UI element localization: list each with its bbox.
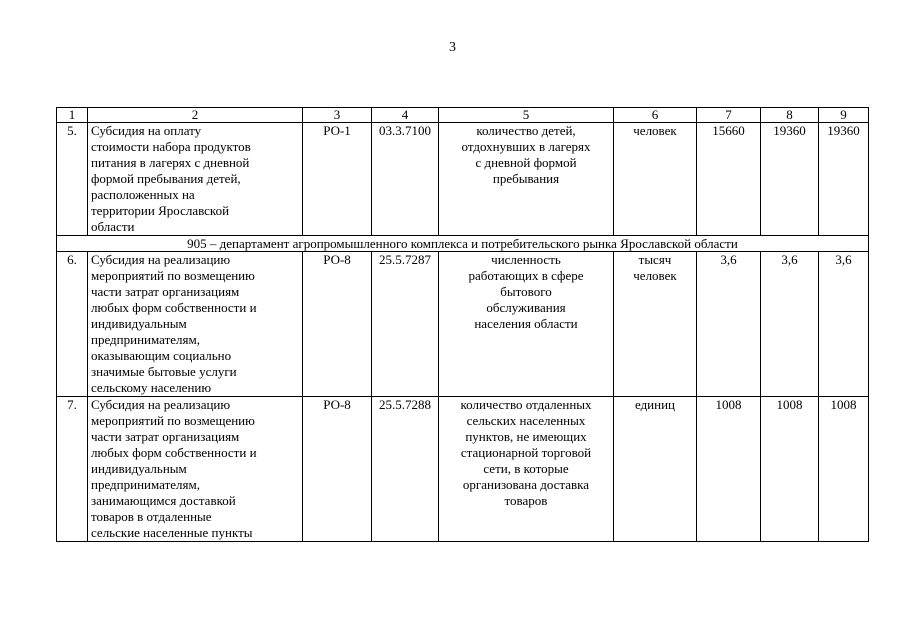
- unit-of-measure-line: человек: [633, 123, 677, 138]
- indicator-name-line: товаров: [504, 493, 548, 508]
- value-col-7: 1008: [697, 397, 761, 542]
- subsidy-name-line: предпринимателям,: [91, 332, 200, 347]
- subsidy-name-line: Субсидия на оплату: [91, 123, 202, 138]
- row-number: 5.: [57, 123, 88, 236]
- header-cell: 2: [88, 108, 303, 123]
- indicator-name: [439, 123, 614, 236]
- header-cell: 3: [303, 108, 372, 123]
- subsidy-name: [88, 123, 303, 236]
- table-row: [57, 123, 869, 236]
- value-col-8: 19360: [761, 123, 819, 236]
- indicator-name-line: работающих в сфере: [468, 268, 584, 283]
- indicator-name-line: организована доставка: [462, 477, 590, 492]
- header-cell: 1: [57, 108, 88, 123]
- unit-of-measure: [614, 397, 697, 542]
- indicator-name-line: пунктов, не имеющих: [465, 429, 587, 444]
- department-cell: 905 – департамент агропромышленного комплекса и потребительского рынка Ярославской области: [57, 236, 869, 252]
- row-number: 6.: [57, 252, 88, 397]
- indicator-name-line: сельских населенных: [466, 413, 586, 428]
- indicator-name: [439, 397, 614, 542]
- value-col-8: 1008: [761, 397, 819, 542]
- code-budget: 25.5.7287: [372, 252, 439, 397]
- header-cell: 6: [614, 108, 697, 123]
- code-budget: 25.5.7288: [372, 397, 439, 542]
- header-cell: 5: [439, 108, 614, 123]
- subsidy-name-line: части затрат организациям: [91, 429, 240, 444]
- page-number: 3: [449, 40, 456, 55]
- code-budget: 03.3.7100: [372, 123, 439, 236]
- row-number: 7.: [57, 397, 88, 542]
- subsidy-name-line: индивидуальным: [91, 461, 187, 476]
- subsidy-name-line: индивидуальным: [91, 316, 187, 331]
- header-row: [57, 108, 869, 123]
- header-cell: 8: [761, 108, 819, 123]
- subsidy-name: [88, 252, 303, 397]
- subsidy-name-line: питания в лагерях с дневной: [91, 155, 250, 170]
- table-row: [57, 252, 869, 397]
- table-row: [57, 397, 869, 542]
- indicator-name-line: количество отдаленных: [460, 397, 592, 412]
- indicator-name-line: численность: [491, 252, 561, 267]
- indicator-name-line: сети, в которые: [483, 461, 569, 476]
- subsidy-name-line: расположенных на: [91, 187, 195, 202]
- header-cell: 9: [819, 108, 869, 123]
- subsidy-name-line: сельскому населению: [91, 380, 212, 395]
- value-col-9: 3,6: [819, 252, 869, 397]
- indicator-name-line: отдохнувших в лагерях: [461, 139, 591, 154]
- subsidy-name-line: мероприятий по возмещению: [91, 413, 255, 428]
- subsidy-name-line: области: [91, 219, 135, 234]
- value-col-8: 3,6: [761, 252, 819, 397]
- unit-of-measure-line: единиц: [634, 397, 676, 412]
- subsidy-name-line: территории Ярославской: [91, 203, 230, 218]
- subsidy-name-line: стоимости набора продуктов: [91, 139, 251, 154]
- code-ro: РО-1: [303, 123, 372, 236]
- value-col-9: 19360: [819, 123, 869, 236]
- value-col-7: 3,6: [697, 252, 761, 397]
- indicator-name-line: пребывания: [492, 171, 560, 186]
- header-cell: 7: [697, 108, 761, 123]
- subsidy-name-line: оказывающим социально: [91, 348, 232, 363]
- indicator-name: [439, 252, 614, 397]
- subsidy-name: [88, 397, 303, 542]
- indicator-name-line: стационарной торговой: [460, 445, 592, 460]
- indicator-name-line: населения области: [474, 316, 578, 331]
- indicator-name-line: с дневной формой: [475, 155, 577, 170]
- code-ro: РО-8: [303, 397, 372, 542]
- department-row: [57, 236, 869, 252]
- indicator-name-line: обслуживания: [486, 300, 566, 315]
- subsidy-name-line: занимающимся доставкой: [91, 493, 236, 508]
- unit-of-measure: [614, 252, 697, 397]
- subsidy-name-line: любых форм собственности и: [91, 445, 257, 460]
- subsidy-name-line: сельские населенные пункты: [91, 525, 253, 540]
- subsidy-name-line: части затрат организациям: [91, 284, 240, 299]
- indicator-name-line: бытового: [500, 284, 552, 299]
- indicator-name-line: количество детей,: [476, 123, 576, 138]
- value-col-7: 15660: [697, 123, 761, 236]
- subsidy-name-line: любых форм собственности и: [91, 300, 257, 315]
- header-cell: 4: [372, 108, 439, 123]
- unit-of-measure: [614, 123, 697, 236]
- subsidy-table: [56, 107, 869, 542]
- subsidy-name-line: предпринимателям,: [91, 477, 200, 492]
- unit-of-measure-line: человек: [633, 268, 677, 283]
- subsidy-name-line: мероприятий по возмещению: [91, 268, 255, 283]
- value-col-9: 1008: [819, 397, 869, 542]
- subsidy-name-line: значимые бытовые услуги: [91, 364, 237, 379]
- unit-of-measure-line: тысяч: [638, 252, 672, 267]
- subsidy-name-line: Субсидия на реализацию: [91, 252, 231, 267]
- subsidy-name-line: формой пребывания детей,: [91, 171, 241, 186]
- subsidy-name-line: Субсидия на реализацию: [91, 397, 231, 412]
- subsidy-name-line: товаров в отдаленные: [91, 509, 212, 524]
- code-ro: РО-8: [303, 252, 372, 397]
